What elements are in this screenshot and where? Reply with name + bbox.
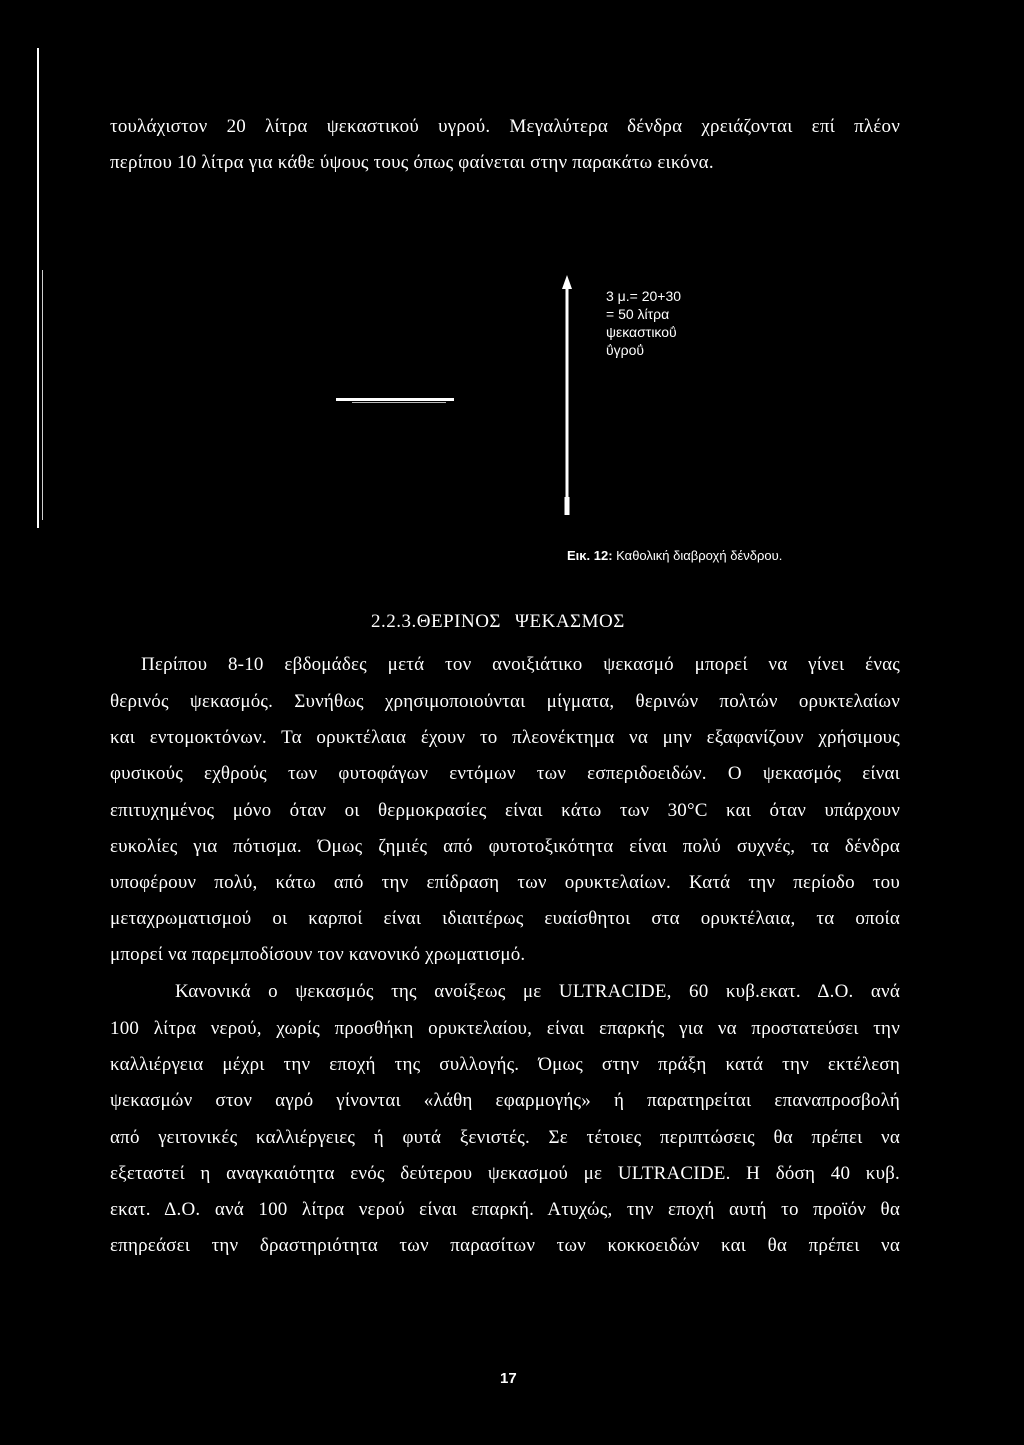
text-line: επηρεάσει την δραστηριότητα των παρασίτων των κοκκοειδών και θα πρέπει να (110, 1235, 900, 1256)
text-line: και εντομοκτόνων. Τα ορυκτέλαια έχουν το πλεονέκτημα να μην εξαφανίζουν χρήσιμους (110, 727, 900, 748)
tree-branch-line (336, 398, 454, 401)
text-line: ψεκασμών στον αγρό γίνονται «λάθη εφαρμογής» ή παρατηρείται επαναπροσβολή (110, 1090, 900, 1111)
annotation-line: 3 μ.= 20+30 (606, 288, 682, 304)
figure-annotation (606, 287, 681, 359)
text-line: περίπου 10 λίτρα για κάθε ύψους τους όπως φαίνεται στην παρακάτω εικόνα. (110, 152, 714, 173)
text-line: εκατ. Δ.Ο. ανά 100 λίτρα νερού είναι επαρκή. Ατυχώς, την εποχή αυτή το προϊόν θα (110, 1199, 900, 1220)
tree-branch-line-shadow (352, 402, 446, 403)
figure-caption-prefix: Εικ. 12: (567, 548, 613, 563)
arrow-base (565, 497, 570, 515)
arrow-head-top (562, 275, 572, 289)
text-line: φυσικούς εχθρούς των φυτοφάγων εντόμων των εσπεριδοειδών. Ο ψεκασμός είναι (110, 763, 900, 784)
arrow-shaft (566, 287, 569, 507)
text-line: Κανονικά ο ψεκασμός της ανοίξεως με ULTRACIDE, 60 κυβ.εκατ. Δ.Ο. ανά (175, 981, 900, 1002)
annotation-line: = 50 λίτρα (606, 306, 670, 322)
text-line: εξεταστεί η αναγκαιότητα ενός δεύτερου ψεκασμού με ULTRACIDE. Η δόση 40 κυβ. (110, 1163, 900, 1184)
figure-caption-text: Καθολική διαβροχή δένδρου. (616, 548, 783, 563)
text-line: από γειτονικές καλλιέργειες ή φυτά ξενιστές. Σε τέτοιες περιπτώσεις θα πρέπει να (110, 1127, 900, 1148)
section-number: 2.2.3. (371, 611, 417, 632)
text-line: μεταχρωματισμού οι καρποί είναι ιδιαιτέρως ευαίσθητοι στα ορυκτέλαια, τα οποία (110, 908, 900, 929)
section-title-part1: ΘΕΡΙΝΟΣ (416, 611, 501, 632)
text-line: μπορεί να παρεμποδίσουν τον κανονικό χρωματισμό. (110, 944, 526, 965)
text-line: υποφέρουν πολύ, κάτω από την επίδραση των ορυκτελαίων. Κατά την περίοδο του (110, 872, 900, 893)
text-line: καλλιέργεια μέχρι την εποχή της συλλογής. Όμως στην πράξη κατά την εκτέλεση (110, 1054, 900, 1075)
annotation-line: ψεκαστικοΰ (606, 324, 677, 340)
section-title-part2: ΨΕΚΑΣΜΟΣ (514, 611, 625, 632)
figure-caption (567, 548, 782, 563)
text-line: ευκολίες για πότισμα. Όμως ζημιές από φυτοτοξικότητα είναι πολύ συχνές, τα δένδρα (110, 836, 900, 857)
page-number: 17 (500, 1370, 517, 1387)
scan-margin-line (37, 48, 39, 528)
text-line: τουλάχιστον 20 λίτρα ψεκαστικού υγρού. Μεγαλύτερα δένδρα χρειάζονται επί πλέον (110, 116, 900, 137)
section-heading (371, 611, 625, 633)
annotation-line: ΰγροΰ (606, 342, 645, 358)
scan-margin-line-inner (42, 270, 43, 520)
text-line: Περίπου 8-10 εβδομάδες μετά τον ανοιξιάτικο ψεκασμό μπορεί να γίνει ένας (141, 654, 900, 675)
height-arrow-icon (556, 275, 578, 517)
text-line: 100 λίτρα νερού, χωρίς προσθήκη ορυκτελαίου, είναι επαρκής για να προστατεύσει την (110, 1018, 900, 1039)
text-line: επιτυχημένος μόνο όταν οι θερμοκρασίες είναι κάτω των 30°C και όταν υπάρχουν (110, 800, 900, 821)
text-line: θερινός ψεκασμός. Συνήθως χρησιμοποιούνται μίγματα, θερινών πολτών ορυκτελαίων (110, 691, 900, 712)
